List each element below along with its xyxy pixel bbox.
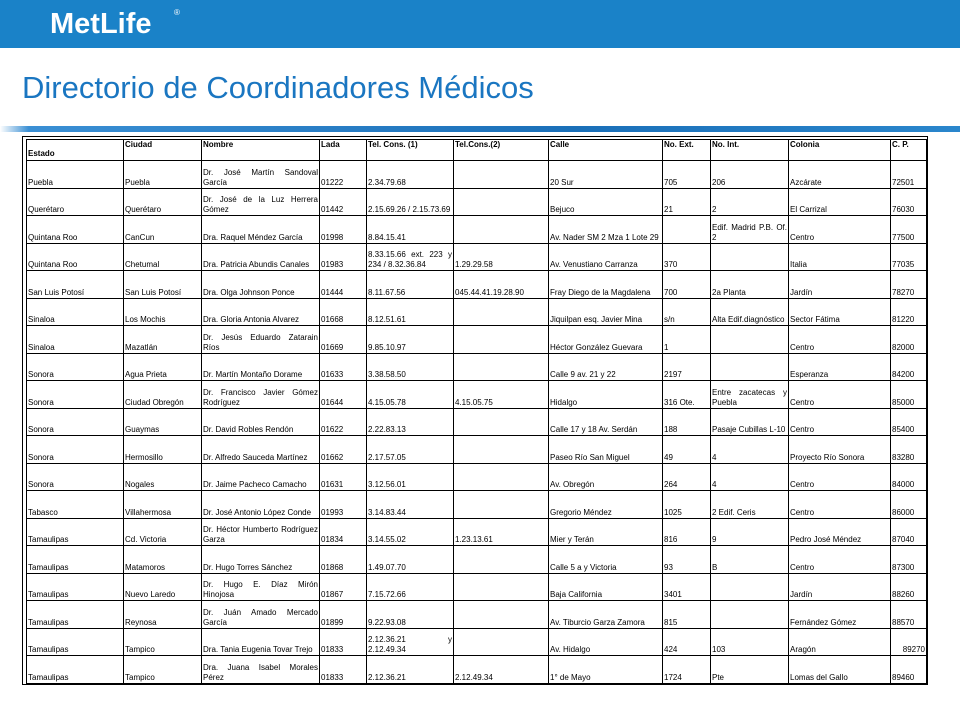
cell-tel1: 8.33.15.66 ext. 223 y 234 / 8.32.36.84 xyxy=(367,243,454,271)
cell-estado: San Luis Potosí xyxy=(27,271,124,299)
cell-lada: 01644 xyxy=(320,381,367,409)
cell-cp: 87300 xyxy=(891,546,927,574)
cell-calle: Héctor González Guevara xyxy=(549,326,663,354)
cell-calle: Mier y Terán xyxy=(549,518,663,546)
cell-cp: 83280 xyxy=(891,436,927,464)
table-row xyxy=(27,601,927,629)
cell-lada: 01899 xyxy=(320,601,367,629)
cell-no-ext: 815 xyxy=(663,601,711,629)
cell-no-int xyxy=(711,573,789,601)
cell-nombre: Dr. José de la Luz Herrera Gómez xyxy=(202,188,320,216)
cell-tel2 xyxy=(454,216,549,244)
cell-no-ext: 1 xyxy=(663,326,711,354)
cell-estado: Quintana Roo xyxy=(27,216,124,244)
cell-ciudad: CanCun xyxy=(124,216,202,244)
cell-no-int: Alta Edif.diagnóstico xyxy=(711,298,789,326)
cell-ciudad: Querétaro xyxy=(124,188,202,216)
cell-lada: 01998 xyxy=(320,216,367,244)
col-header-tel1: Tel. Cons. (1) xyxy=(367,140,454,161)
cell-cp: 84200 xyxy=(891,353,927,381)
cell-nombre: Dra. Juana Isabel Morales Pérez xyxy=(202,656,320,684)
cell-ciudad: Matamoros xyxy=(124,546,202,574)
cell-lada: 01222 xyxy=(320,161,367,189)
cell-no-ext: 3401 xyxy=(663,573,711,601)
cell-no-ext: 705 xyxy=(663,161,711,189)
cell-no-int xyxy=(711,353,789,381)
cell-colonia: Aragón xyxy=(789,628,891,656)
cell-no-ext: 700 xyxy=(663,271,711,299)
cell-no-int: Entre zacatecas y Puebla xyxy=(711,381,789,409)
cell-nombre: Dr. Hugo E. Díaz Mirón Hinojosa xyxy=(202,573,320,601)
cell-tel1: 3.12.56.01 xyxy=(367,463,454,491)
table-row xyxy=(27,573,927,601)
page-title: Directorio de Coordinadores Médicos xyxy=(22,70,534,105)
table-row xyxy=(27,353,927,381)
cell-no-int: B xyxy=(711,546,789,574)
cell-cp: 76030 xyxy=(891,188,927,216)
cell-no-ext: 21 xyxy=(663,188,711,216)
table-row xyxy=(27,546,927,574)
cell-no-ext: 424 xyxy=(663,628,711,656)
cell-tel2 xyxy=(454,491,549,519)
cell-tel2: 045.44.41.19.28.90 xyxy=(454,271,549,299)
cell-no-ext: 316 Ote. xyxy=(663,381,711,409)
cell-lada: 01631 xyxy=(320,463,367,491)
cell-ciudad: Puebla xyxy=(124,161,202,189)
col-header-tel2: Tel.Cons.(2) xyxy=(454,140,549,161)
cell-lada: 01993 xyxy=(320,491,367,519)
col-header-no-ext: No. Ext. xyxy=(663,140,711,161)
brand-bar xyxy=(0,0,960,48)
cell-tel1: 2.12.36.21 xyxy=(367,656,454,684)
cell-no-int: 206 xyxy=(711,161,789,189)
cell-ciudad: Tampico xyxy=(124,656,202,684)
cell-calle: Hidalgo xyxy=(549,381,663,409)
cell-tel2: 1.29.29.58 xyxy=(454,243,549,271)
cell-no-ext: 370 xyxy=(663,243,711,271)
table-row xyxy=(27,656,927,684)
table-row xyxy=(27,243,927,271)
cell-estado: Tamaulipas xyxy=(27,546,124,574)
cell-colonia: Centro xyxy=(789,546,891,574)
table-row xyxy=(27,463,927,491)
cell-cp: 89460 xyxy=(891,656,927,684)
cell-ciudad: Cd. Victoria xyxy=(124,518,202,546)
cell-colonia: Lomas del Gallo xyxy=(789,656,891,684)
table-row xyxy=(27,216,927,244)
table-header-row xyxy=(27,140,927,161)
cell-nombre: Dr. Francisco Javier Gómez Rodríguez xyxy=(202,381,320,409)
cell-no-int: 2 Edif. Ceris xyxy=(711,491,789,519)
cell-ciudad: Chetumal xyxy=(124,243,202,271)
table-row xyxy=(27,436,927,464)
cell-no-ext: 188 xyxy=(663,408,711,436)
cell-estado: Querétaro xyxy=(27,188,124,216)
cell-lada: 01983 xyxy=(320,243,367,271)
cell-cp: 86000 xyxy=(891,491,927,519)
cell-ciudad: Villahermosa xyxy=(124,491,202,519)
cell-no-ext xyxy=(663,216,711,244)
cell-tel2 xyxy=(454,298,549,326)
col-header-ciudad: Ciudad xyxy=(124,140,202,161)
cell-colonia: Jardín xyxy=(789,573,891,601)
cell-no-int: Pasaje Cubillas L-10 xyxy=(711,408,789,436)
table-row xyxy=(27,381,927,409)
cell-no-int xyxy=(711,243,789,271)
cell-no-int: 9 xyxy=(711,518,789,546)
cell-ciudad: San Luis Potosí xyxy=(124,271,202,299)
cell-nombre: Dr. Martín Montaño Dorame xyxy=(202,353,320,381)
cell-tel1: 8.12.51.61 xyxy=(367,298,454,326)
cell-cp: 88570 xyxy=(891,601,927,629)
cell-tel1: 3.38.58.50 xyxy=(367,353,454,381)
table-row xyxy=(27,298,927,326)
directory-table xyxy=(26,139,927,684)
cell-calle: Av. Tiburcio Garza Zamora xyxy=(549,601,663,629)
cell-cp: 87040 xyxy=(891,518,927,546)
cell-colonia: Centro xyxy=(789,491,891,519)
cell-no-ext: 93 xyxy=(663,546,711,574)
cell-tel2 xyxy=(454,188,549,216)
cell-tel1: 3.14.55.02 xyxy=(367,518,454,546)
cell-nombre: Dr. Hugo Torres Sánchez xyxy=(202,546,320,574)
cell-tel2 xyxy=(454,326,549,354)
table-row xyxy=(27,188,927,216)
cell-no-int: 103 xyxy=(711,628,789,656)
cell-estado: Sonora xyxy=(27,436,124,464)
cell-colonia: Centro xyxy=(789,216,891,244)
cell-tel2 xyxy=(454,408,549,436)
cell-tel2 xyxy=(454,353,549,381)
cell-tel2 xyxy=(454,601,549,629)
cell-tel1: 4.15.05.78 xyxy=(367,381,454,409)
cell-no-int xyxy=(711,326,789,354)
cell-estado: Tabasco xyxy=(27,491,124,519)
cell-calle: Calle 17 y 18 Av. Serdán xyxy=(549,408,663,436)
col-header-cp: C. P. xyxy=(891,140,927,161)
cell-tel1: 1.49.07.70 xyxy=(367,546,454,574)
cell-estado: Sonora xyxy=(27,463,124,491)
cell-tel1: 2.12.36.21 y 2.12.49.34 xyxy=(367,628,454,656)
cell-no-ext: 264 xyxy=(663,463,711,491)
cell-lada: 01662 xyxy=(320,436,367,464)
cell-nombre: Dra. Patricia Abundis Canales xyxy=(202,243,320,271)
cell-cp: 84000 xyxy=(891,463,927,491)
cell-calle: Baja California xyxy=(549,573,663,601)
cell-calle: Jiquilpan esq. Javier Mina xyxy=(549,298,663,326)
table-row xyxy=(27,518,927,546)
table-row xyxy=(27,161,927,189)
cell-cp: 72501 xyxy=(891,161,927,189)
cell-tel1: 2.17.57.05 xyxy=(367,436,454,464)
cell-tel1: 3.14.83.44 xyxy=(367,491,454,519)
col-header-estado: Estado xyxy=(27,140,124,161)
cell-colonia: Centro xyxy=(789,408,891,436)
col-header-no-int: No. Int. xyxy=(711,140,789,161)
cell-calle: Calle 9 av. 21 y 22 xyxy=(549,353,663,381)
cell-calle: 1° de Mayo xyxy=(549,656,663,684)
cell-nombre: Dr. Jaime Pacheco Camacho xyxy=(202,463,320,491)
cell-colonia: Italia xyxy=(789,243,891,271)
cell-lada: 01622 xyxy=(320,408,367,436)
cell-colonia: Jardín xyxy=(789,271,891,299)
cell-lada: 01668 xyxy=(320,298,367,326)
cell-estado: Sonora xyxy=(27,408,124,436)
cell-calle: Fray Diego de la Magdalena xyxy=(549,271,663,299)
cell-estado: Tamaulipas xyxy=(27,601,124,629)
cell-ciudad: Agua Prieta xyxy=(124,353,202,381)
cell-nombre: Dr. David Robles Rendón xyxy=(202,408,320,436)
cell-no-ext: 1025 xyxy=(663,491,711,519)
col-header-nombre: Nombre xyxy=(202,140,320,161)
cell-no-int xyxy=(711,601,789,629)
cell-estado: Tamaulipas xyxy=(27,628,124,656)
table-row xyxy=(27,326,927,354)
cell-estado: Tamaulipas xyxy=(27,518,124,546)
cell-no-int: 2a Planta xyxy=(711,271,789,299)
cell-nombre: Dr. Alfredo Sauceda Martínez xyxy=(202,436,320,464)
cell-nombre: Dra. Gloria Antonia Alvarez xyxy=(202,298,320,326)
cell-lada: 01833 xyxy=(320,656,367,684)
cell-cp: 85400 xyxy=(891,408,927,436)
cell-tel2: 4.15.05.75 xyxy=(454,381,549,409)
cell-lada: 01442 xyxy=(320,188,367,216)
cell-cp: 81220 xyxy=(891,298,927,326)
cell-no-int: 2 xyxy=(711,188,789,216)
cell-tel1: 2.15.69.26 / 2.15.73.69 xyxy=(367,188,454,216)
cell-lada: 01833 xyxy=(320,628,367,656)
cell-tel2: 2.12.49.34 xyxy=(454,656,549,684)
cell-ciudad: Reynosa xyxy=(124,601,202,629)
cell-cp: 77035 xyxy=(891,243,927,271)
cell-tel1: 2.34.79.68 xyxy=(367,161,454,189)
cell-calle: Bejuco xyxy=(549,188,663,216)
cell-ciudad: Mazatlán xyxy=(124,326,202,354)
cell-tel1: 8.84.15.41 xyxy=(367,216,454,244)
cell-colonia: Azcárate xyxy=(789,161,891,189)
col-header-calle: Calle xyxy=(549,140,663,161)
cell-nombre: Dr. Juán Amado Mercado García xyxy=(202,601,320,629)
cell-cp: 88260 xyxy=(891,573,927,601)
cell-ciudad: Guaymas xyxy=(124,408,202,436)
cell-lada: 01867 xyxy=(320,573,367,601)
cell-lada: 01834 xyxy=(320,518,367,546)
cell-ciudad: Ciudad Obregón xyxy=(124,381,202,409)
table-row xyxy=(27,491,927,519)
cell-nombre: Dr. José Martín Sandoval García xyxy=(202,161,320,189)
cell-calle: Av. Obregón xyxy=(549,463,663,491)
cell-tel2 xyxy=(454,463,549,491)
cell-tel2: 1.23.13.61 xyxy=(454,518,549,546)
cell-nombre: Dra. Tania Eugenia Tovar Trejo xyxy=(202,628,320,656)
registered-mark: ® xyxy=(174,8,180,17)
title-divider xyxy=(0,126,960,132)
cell-calle: Av. Nader SM 2 Mza 1 Lote 29 xyxy=(549,216,663,244)
cell-colonia: El Carrizal xyxy=(789,188,891,216)
cell-ciudad: Nogales xyxy=(124,463,202,491)
col-header-lada: Lada xyxy=(320,140,367,161)
cell-nombre: Dr. José Antonio López Conde xyxy=(202,491,320,519)
cell-tel2 xyxy=(454,161,549,189)
cell-estado: Tamaulipas xyxy=(27,573,124,601)
cell-calle: Calle 5 a y Victoria xyxy=(549,546,663,574)
cell-no-int: 4 xyxy=(711,463,789,491)
cell-tel1: 9.85.10.97 xyxy=(367,326,454,354)
cell-estado: Sonora xyxy=(27,353,124,381)
cell-lada: 01444 xyxy=(320,271,367,299)
cell-colonia: Fernández Gómez xyxy=(789,601,891,629)
cell-colonia: Centro xyxy=(789,463,891,491)
cell-tel1: 9.22.93.08 xyxy=(367,601,454,629)
cell-no-int: Edif. Madrid P.B. Of. 2 xyxy=(711,216,789,244)
cell-tel2 xyxy=(454,436,549,464)
cell-tel2 xyxy=(454,573,549,601)
cell-no-int: Pte xyxy=(711,656,789,684)
cell-colonia: Centro xyxy=(789,381,891,409)
cell-estado: Quintana Roo xyxy=(27,243,124,271)
cell-ciudad: Los Mochis xyxy=(124,298,202,326)
cell-colonia: Centro xyxy=(789,326,891,354)
cell-tel2 xyxy=(454,546,549,574)
cell-calle: Gregorio Méndez xyxy=(549,491,663,519)
metlife-logo: MetLife xyxy=(50,8,152,40)
col-header-colonia: Colonia xyxy=(789,140,891,161)
cell-nombre: Dra. Olga Johnson Ponce xyxy=(202,271,320,299)
cell-colonia: Sector Fátima xyxy=(789,298,891,326)
cell-calle: Av. Venustiano Carranza xyxy=(549,243,663,271)
cell-ciudad: Hermosillo xyxy=(124,436,202,464)
cell-estado: Tamaulipas xyxy=(27,656,124,684)
cell-cp: 82000 xyxy=(891,326,927,354)
cell-calle: 20 Sur xyxy=(549,161,663,189)
table-row xyxy=(27,628,927,656)
directory-table-frame xyxy=(22,136,928,685)
cell-calle: Av. Hidalgo xyxy=(549,628,663,656)
cell-nombre: Dr. Jesús Eduardo Zatarain Ríos xyxy=(202,326,320,354)
cell-no-ext: 816 xyxy=(663,518,711,546)
cell-tel1: 2.22.83.13 xyxy=(367,408,454,436)
cell-cp: 85000 xyxy=(891,381,927,409)
cell-no-ext: 2197 xyxy=(663,353,711,381)
cell-nombre: Dra. Raquel Méndez García xyxy=(202,216,320,244)
table-row xyxy=(27,271,927,299)
cell-lada: 01633 xyxy=(320,353,367,381)
cell-tel1: 8.11.67.56 xyxy=(367,271,454,299)
cell-tel1: 7.15.72.66 xyxy=(367,573,454,601)
cell-no-int: 4 xyxy=(711,436,789,464)
cell-no-ext: 49 xyxy=(663,436,711,464)
cell-estado: Sinaloa xyxy=(27,326,124,354)
cell-ciudad: Nuevo Laredo xyxy=(124,573,202,601)
cell-cp: 77500 xyxy=(891,216,927,244)
cell-lada: 01868 xyxy=(320,546,367,574)
cell-tel2 xyxy=(454,628,549,656)
cell-colonia: Esperanza xyxy=(789,353,891,381)
cell-cp: 78270 xyxy=(891,271,927,299)
cell-calle: Paseo Río San Miguel xyxy=(549,436,663,464)
cell-estado: Sonora xyxy=(27,381,124,409)
cell-ciudad: Tampico xyxy=(124,628,202,656)
cell-estado: Sinaloa xyxy=(27,298,124,326)
cell-no-ext: 1724 xyxy=(663,656,711,684)
cell-colonia: Proyecto Río Sonora xyxy=(789,436,891,464)
table-body xyxy=(27,161,927,684)
table-row xyxy=(27,408,927,436)
cell-nombre: Dr. Héctor Humberto Rodríguez Garza xyxy=(202,518,320,546)
cell-no-ext: s/n xyxy=(663,298,711,326)
cell-colonia: Pedro José Méndez xyxy=(789,518,891,546)
cell-lada: 01669 xyxy=(320,326,367,354)
cell-estado: Puebla xyxy=(27,161,124,189)
cell-cp: 89270 xyxy=(891,628,927,656)
